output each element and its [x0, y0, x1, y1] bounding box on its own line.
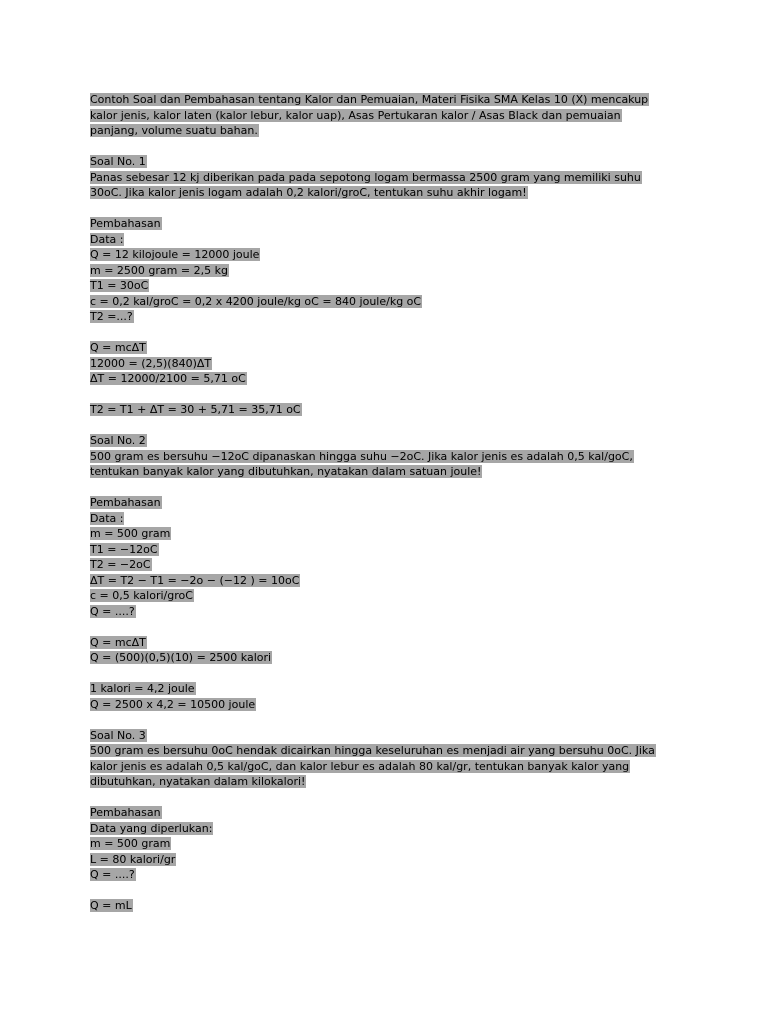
text-line	[90, 278, 690, 294]
highlighted-text: Pembahasan	[90, 496, 161, 509]
blank-line	[90, 325, 690, 341]
text-line	[90, 573, 690, 589]
text-line	[90, 108, 690, 124]
highlighted-text: Pembahasan	[90, 217, 161, 230]
highlighted-text: dibutuhkan, nyatakan dalam kilokalori!	[90, 775, 306, 788]
highlighted-text: ΔT = T2 − T1 = −2o − (−12 ) = 10oC	[90, 573, 300, 587]
text-line	[90, 588, 690, 604]
text-line	[90, 697, 690, 713]
highlighted-text: 1 kalori = 4,2 joule	[90, 682, 195, 695]
highlighted-text: Q = (500)(0,5)(10) = 2500 kalori	[90, 651, 272, 664]
highlighted-text: T2 = T1 + ΔT = 30 + 5,71 = 35,71 oC	[90, 403, 301, 416]
text-line	[90, 743, 690, 759]
text-line	[90, 464, 690, 480]
text-line	[90, 216, 690, 232]
highlighted-text: Q = mcΔT	[90, 341, 146, 354]
text-line	[90, 728, 690, 744]
highlighted-text: T2 = −2oC	[90, 558, 151, 571]
text-line	[90, 650, 690, 666]
highlighted-text: Q = ....?	[90, 868, 135, 881]
text-line	[90, 511, 690, 527]
highlighted-text: m = 500 gram	[90, 527, 171, 540]
text-line	[90, 309, 690, 325]
highlighted-text: 500 gram es bersuhu 0oC hendak dicairkan hingga keseluruhan es menjadi air yang bersuhu 0oC. Jika	[90, 744, 655, 757]
highlighted-text: Data :	[90, 511, 124, 525]
highlighted-text: Q = ....?	[90, 604, 135, 618]
text-line	[90, 247, 690, 263]
text-line	[90, 604, 690, 620]
highlighted-text: T2 =...?	[90, 310, 133, 323]
blank-line	[90, 666, 690, 682]
text-line	[90, 495, 690, 511]
blank-line	[90, 480, 690, 496]
blank-line	[90, 619, 690, 635]
blank-line	[90, 387, 690, 403]
highlighted-text: 12000 = (2,5)(840)ΔT	[90, 356, 212, 370]
text-line	[90, 449, 690, 465]
text-line	[90, 898, 690, 914]
highlighted-text: panjang, volume suatu bahan.	[90, 124, 258, 137]
text-line	[90, 635, 690, 651]
highlighted-text: ΔT = 12000/2100 = 5,71 oC	[90, 372, 246, 385]
text-line	[90, 542, 690, 558]
text-line	[90, 185, 690, 201]
highlighted-text: m = 2500 gram = 2,5 kg	[90, 263, 228, 277]
document-page	[90, 92, 690, 914]
text-line	[90, 433, 690, 449]
text-line	[90, 154, 690, 170]
highlighted-text: Q = 2500 x 4,2 = 10500 joule	[90, 697, 256, 711]
text-line	[90, 356, 690, 372]
blank-line	[90, 883, 690, 899]
highlighted-text: L = 80 kalori/gr	[90, 852, 176, 866]
highlighted-text: Pembahasan	[90, 806, 161, 819]
highlighted-text: T1 = 30oC	[90, 279, 149, 292]
highlighted-text: Q = mcΔT	[90, 635, 146, 649]
highlighted-text: kalor jenis, kalor laten (kalor lebur, kalor uap), Asas Pertukaran kalor / Asas Black dan pemuaian	[90, 108, 621, 122]
text-line	[90, 526, 690, 542]
text-line	[90, 557, 690, 573]
highlighted-text: 500 gram es bersuhu −12oC dipanaskan hingga suhu −2oC. Jika kalor jenis es adalah 0,5 kal/goC,	[90, 449, 633, 463]
highlighted-text: Data yang diperlukan:	[90, 821, 213, 835]
text-line	[90, 232, 690, 248]
highlighted-text: Panas sebesar 12 kj diberikan pada pada sepotong logam bermassa 2500 gram yang memiliki suhu	[90, 170, 641, 184]
text-line	[90, 92, 690, 108]
highlighted-text: c = 0,2 kal/groC = 0,2 x 4200 joule/kg oC = 840 joule/kg oC	[90, 294, 422, 308]
text-line	[90, 836, 690, 852]
highlighted-text: Soal No. 3	[90, 728, 146, 742]
highlighted-text: Q = mL	[90, 899, 132, 912]
highlighted-text: tentukan banyak kalor yang dibutuhkan, nyatakan dalam satuan joule!	[90, 465, 482, 478]
blank-line	[90, 790, 690, 806]
text-line	[90, 123, 690, 139]
text-line	[90, 170, 690, 186]
blank-line	[90, 712, 690, 728]
highlighted-text: Data :	[90, 232, 124, 246]
highlighted-text: m = 500 gram	[90, 837, 171, 850]
text-line	[90, 774, 690, 790]
blank-line	[90, 201, 690, 217]
text-line	[90, 402, 690, 418]
highlighted-text: Soal No. 2	[90, 434, 146, 447]
text-line	[90, 263, 690, 279]
text-line	[90, 805, 690, 821]
text-line	[90, 852, 690, 868]
highlighted-text: Q = 12 kilojoule = 12000 joule	[90, 248, 260, 261]
blank-line	[90, 139, 690, 155]
text-line	[90, 821, 690, 837]
text-line	[90, 681, 690, 697]
highlighted-text: 30oC. Jika kalor jenis logam adalah 0,2 kalori/groC, tentukan suhu akhir logam!	[90, 186, 527, 199]
blank-line	[90, 418, 690, 434]
text-line	[90, 759, 690, 775]
highlighted-text: c = 0,5 kalori/groC	[90, 589, 193, 602]
highlighted-text: T1 = −12oC	[90, 542, 158, 556]
text-line	[90, 371, 690, 387]
highlighted-text: kalor jenis es adalah 0,5 kal/goC, dan kalor lebur es adalah 80 kal/gr, tentukan banyak kalor yang	[90, 759, 630, 773]
text-line	[90, 294, 690, 310]
highlighted-text: Soal No. 1	[90, 155, 146, 168]
highlighted-text: Contoh Soal dan Pembahasan tentang Kalor dan Pemuaian, Materi Fisika SMA Kelas 10 (X) mencakup	[90, 93, 649, 106]
text-line	[90, 867, 690, 883]
text-line	[90, 340, 690, 356]
